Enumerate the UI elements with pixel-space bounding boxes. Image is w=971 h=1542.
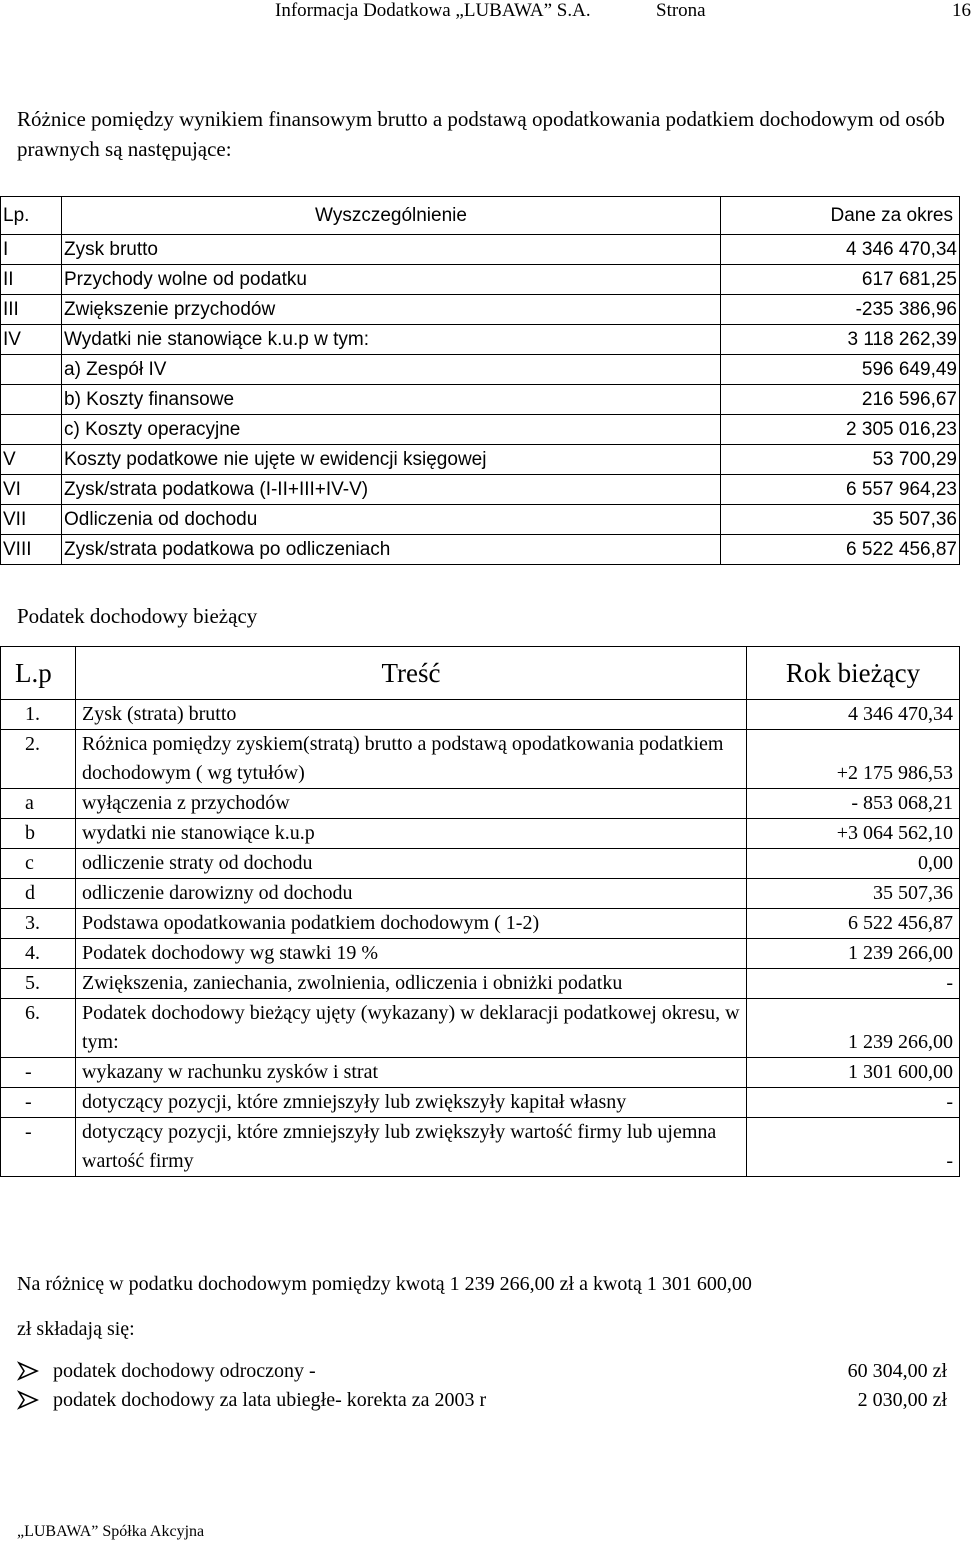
row-value: -	[747, 1088, 960, 1118]
header-page-number: 16	[952, 0, 971, 21]
row-value: 1 301 600,00	[747, 1058, 960, 1088]
table-row	[1, 849, 960, 879]
table-row	[1, 1088, 960, 1118]
row-value: +3 064 562,10	[747, 819, 960, 849]
row-value: 35 507,36	[721, 505, 960, 535]
bullet-text: podatek dochodowy odroczony -	[53, 1360, 316, 1382]
row-desc: c) Koszty operacyjne	[62, 415, 721, 445]
row-desc: b) Koszty finansowe	[62, 385, 721, 415]
row-lp: d	[1, 879, 76, 909]
col-header-desc: Treść	[76, 647, 747, 700]
row-value: 1 239 266,00	[747, 939, 960, 969]
header-title: Informacja Dodatkowa „LUBAWA” S.A.	[275, 0, 591, 21]
row-desc: wykazany w rachunku zysków i strat	[76, 1058, 747, 1088]
row-desc: Odliczenia od dochodu	[62, 505, 721, 535]
row-desc: Podatek dochodowy wg stawki 19 %	[76, 939, 747, 969]
row-lp: VI	[1, 475, 62, 505]
current-tax-table	[0, 646, 960, 1177]
list-item	[17, 1389, 947, 1419]
row-lp: VII	[1, 505, 62, 535]
row-lp: IV	[1, 325, 62, 355]
row-value: 4 346 470,34	[721, 235, 960, 265]
section-title-current-tax: Podatek dochodowy bieżący	[17, 604, 258, 628]
table-row	[1, 295, 960, 325]
table-row	[1, 445, 960, 475]
table-row	[1, 325, 960, 355]
table-row	[1, 1118, 960, 1177]
row-value: 6 522 456,87	[721, 535, 960, 565]
row-value: 216 596,67	[721, 385, 960, 415]
row-lp: 3.	[1, 909, 76, 939]
row-desc: dotyczący pozycji, które zmniejszyły lub zwiększyły kapitał własny	[76, 1088, 747, 1118]
table-row	[1, 355, 960, 385]
row-desc: wydatki nie stanowiące k.u.p	[76, 819, 747, 849]
row-desc: wyłączenia z przychodów	[76, 789, 747, 819]
row-lp	[1, 415, 62, 445]
row-lp: -	[1, 1118, 76, 1177]
list-item	[17, 1360, 947, 1390]
row-desc: odliczenie darowizny od dochodu	[76, 879, 747, 909]
row-value: 35 507,36	[747, 879, 960, 909]
table-row	[1, 1058, 960, 1088]
row-desc: Zwiększenia, zaniechania, zwolnienia, odliczenia i obniżki podatku	[76, 969, 747, 999]
table-row	[1, 819, 960, 849]
table-row	[1, 700, 960, 730]
col-header-desc: Wyszczególnienie	[62, 197, 721, 235]
tax-differences-table	[0, 196, 960, 565]
row-value: 596 649,49	[721, 355, 960, 385]
table-row	[1, 879, 960, 909]
row-value: 0,00	[747, 849, 960, 879]
row-lp: V	[1, 445, 62, 475]
col-header-lp: Lp.	[1, 197, 62, 235]
row-desc: odliczenie straty od dochodu	[76, 849, 747, 879]
row-value: 3 118 262,39	[721, 325, 960, 355]
row-desc: Zysk/strata podatkowa po odliczeniach	[62, 535, 721, 565]
row-value: 6 557 964,23	[721, 475, 960, 505]
row-value: 617 681,25	[721, 265, 960, 295]
row-lp: b	[1, 819, 76, 849]
page-header	[275, 0, 971, 24]
table-row	[1, 265, 960, 295]
page-footer: „LUBAWA” Spółka Akcyjna	[17, 1523, 205, 1540]
table-row	[1, 475, 960, 505]
row-value: - 853 068,21	[747, 789, 960, 819]
row-desc: Wydatki nie stanowiące k.u.p w tym:	[62, 325, 721, 355]
header-page-label: Strona	[656, 0, 706, 21]
table-row	[1, 939, 960, 969]
row-desc: Podstawa opodatkowania podatkiem dochodowym ( 1-2)	[76, 909, 747, 939]
row-desc: Przychody wolne od podatku	[62, 265, 721, 295]
table-row	[1, 415, 960, 445]
row-value: -235 386,96	[721, 295, 960, 325]
row-value: 6 522 456,87	[747, 909, 960, 939]
row-lp: 1.	[1, 700, 76, 730]
row-lp: 4.	[1, 939, 76, 969]
row-lp	[1, 355, 62, 385]
table-row	[1, 999, 960, 1058]
row-lp: VIII	[1, 535, 62, 565]
row-desc: a) Zespół IV	[62, 355, 721, 385]
table-row	[1, 969, 960, 999]
table-row	[1, 385, 960, 415]
row-desc: Podatek dochodowy bieżący ujęty (wykazany) w deklaracji podatkowej okresu, w tym:	[76, 999, 747, 1058]
row-lp: 5.	[1, 969, 76, 999]
col-header-value: Rok bieżący	[747, 647, 960, 700]
bullet-amount: 2 030,00 zł	[857, 1389, 947, 1411]
col-header-lp: L.p	[1, 647, 76, 700]
row-desc: Zysk/strata podatkowa (I-II+III+IV-V)	[62, 475, 721, 505]
row-value: +2 175 986,53	[747, 730, 960, 789]
row-lp: -	[1, 1088, 76, 1118]
row-value: -	[747, 969, 960, 999]
intro-paragraph: Różnice pomiędzy wynikiem finansowym brutto a podstawą opodatkowania podatkiem dochodowym od osób prawnych są następujące:	[17, 107, 945, 161]
table-header-row	[1, 647, 960, 700]
summary-line-1: Na różnicę w podatku dochodowym pomiędzy kwotą 1 239 266,00 zł a kwotą 1 301 600,00	[17, 1273, 752, 1295]
row-value: 2 305 016,23	[721, 415, 960, 445]
row-desc: Różnica pomiędzy zyskiem(stratą) brutto a podstawą opodatkowania podatkiem dochodowym ( wg tytułów)	[76, 730, 747, 789]
table-row	[1, 730, 960, 789]
arrow-bullet-icon	[17, 1360, 39, 1388]
summary-line-2: zł składają się:	[17, 1318, 135, 1340]
table-row	[1, 505, 960, 535]
row-desc: Koszty podatkowe nie ujęte w ewidencji księgowej	[62, 445, 721, 475]
row-value: 1 239 266,00	[747, 999, 960, 1058]
arrow-bullet-icon	[17, 1389, 39, 1417]
row-desc: Zysk (strata) brutto	[76, 700, 747, 730]
row-value: -	[747, 1118, 960, 1177]
row-lp: a	[1, 789, 76, 819]
row-desc: dotyczący pozycji, które zmniejszyły lub zwiększyły wartość firmy lub ujemna wartość firmy	[76, 1118, 747, 1177]
table-row	[1, 909, 960, 939]
col-header-value: Dane za okres	[721, 197, 960, 235]
table-header-row	[1, 197, 960, 235]
bullet-text: podatek dochodowy za lata ubiegłe- korekta za 2003 r	[53, 1389, 487, 1411]
row-desc: Zysk brutto	[62, 235, 721, 265]
row-lp: III	[1, 295, 62, 325]
row-lp	[1, 385, 62, 415]
table-row	[1, 235, 960, 265]
row-value: 4 346 470,34	[747, 700, 960, 730]
row-lp: 6.	[1, 999, 76, 1058]
row-value: 53 700,29	[721, 445, 960, 475]
row-lp: c	[1, 849, 76, 879]
row-lp: I	[1, 235, 62, 265]
table-row	[1, 535, 960, 565]
bullet-amount: 60 304,00 zł	[847, 1360, 947, 1382]
row-desc: Zwiększenie przychodów	[62, 295, 721, 325]
table-row	[1, 789, 960, 819]
row-lp: II	[1, 265, 62, 295]
row-lp: 2.	[1, 730, 76, 789]
row-lp: -	[1, 1058, 76, 1088]
